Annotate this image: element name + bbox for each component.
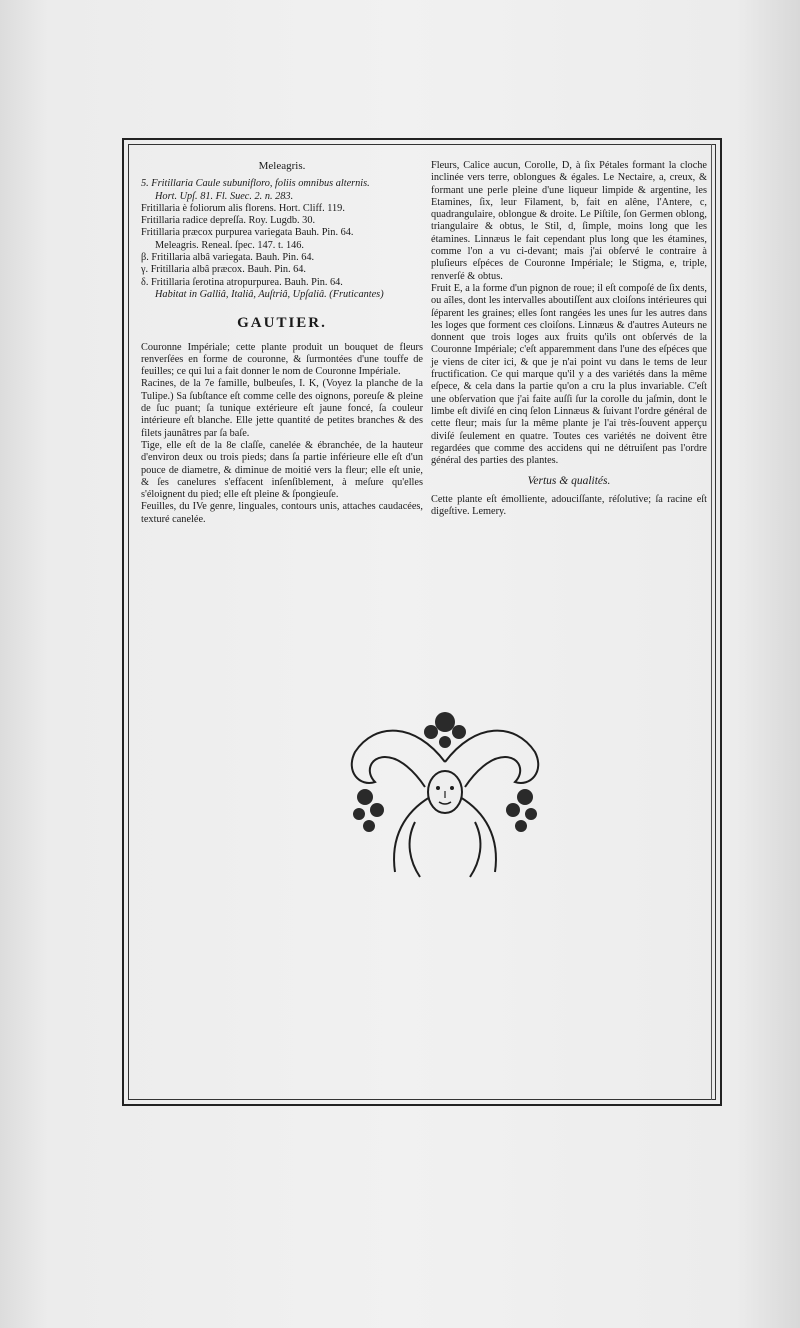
paragraph-fruit: Fruit E, a la forme d'un pignon de roue; il eſt compoſé de ſix dents, ou aîles, dont les intervalles aboutiſſent aux cloiſons intérieures qui ſéparent les graines; elles ſont rangées les unes ſur les autres dans les loges que forment ces cloiſons. Linnæus & d'autres Auteurs ne donnent que trois loges aux fruits qu'ils ont obſervés de la Couronne Impériale; c'eſt apparemment dans l'une des eſpéces que je viens de citer ici, & que je n'ai point vu dans le tems de leur fructification. Ce qui marque qu'il y a des variétés dans la même eſpece, & cela dans la partie qu'on a cru la plus invariable. C'eſt une obſervation que j'ai faite auſſi ſur la corolle du jaſmin, dont le limbe eſt diviſé en cinq ſelon Linnæus & ſuivant l'ordre général de cette fleur; mais ſur la même plante je l'ai très-ſouvent apperçu diviſé ſeulement en quatre. Toutes ces variétés ne doivent être regardées que comme des accidens qui ne détruiſent pas l'ordre général des parties des plantes. [431,282,707,467]
synonym-heading: Meleagris. [258,160,306,172]
author-heading: GAUTIER. [237,315,327,332]
habitat-line: Habitat in Galliâ, Italiâ, Auſtriâ, Upſaliâ. (Fruticantes) [155,288,384,300]
floral-mask-vignette-icon [335,702,555,892]
paragraph-tige: Tige, elle eſt de la 8e claſſe, canelée & ébranchée, de la hauteur d'environ deux ou trois pieds; dans ſa partie inférieure elle eſt d'un pouce de diametre, & diminue de moitié vers la fleur; elle eſt unie, & ſes canelures s'effacent inſenſiblement, à meſure qu'elles s'éloignent du pied; elle eſt pleine & ſpongieuſe. [141,439,423,501]
synonym-line: 5. Fritillaria Caule subunifloro, foliis omnibus alternis. [141,178,370,190]
synonym-line: Fritillaria præcox purpurea variegata Bauh. Pin. 64. [141,227,354,239]
synonym-line: β. Fritillaria albâ variegata. Bauh. Pin. 64. [141,252,315,264]
synonym-line: Fritillaria radice depreſſa. Roy. Lugdb. 30. [141,215,316,227]
paragraph-fleurs: Fleurs, Calice aucun, Corolle, D, à ſix Pétales formant la cloche inclinée vers terre, oblongues & égales. Le Nectaire, a, creux, & formant une perle pleine d'une liqueur limpide & argentine, les Etamines, ſix, leur Filament, b, fait en alêne, l'Antere, c, quadrangulaire, oblongue & droite. Le Piſtile, ſon Germen oblong, triangulaire & obtus, le Stil, d, ſimple, moins long que les étamines. Linnæus le fait cependant plus long que les étamines, comme l'on a vu ci-devant; mais j'ai obſervé le contraire à pluſieurs eſpéces de Couronne Impériale; le Stigma, e, triple, renverſé & obtus. [431,160,707,282]
left-column [141,160,423,526]
paragraph-vertus: Cette plante eſt émolliente, adouciſſante, réſolutive; ſa racine eſt digeſtive. Lemery. [431,493,707,518]
paragraph-couronne: Couronne Impériale; cette plante produit un bouquet de fleurs renverſées en forme de couronne, & ſurmontées d'une touffe de feuilles; ce qui lui a fait donner le nom de Couronne Impériale. [141,341,423,378]
synonym-line: δ. Fritillaria ſerotina atropurpurea. Bauh. Pin. 64. [141,276,343,288]
paragraph-feuilles: Feuilles, du IVe genre, linguales, contours unis, attaches caudacées, texturé canelée. [141,501,423,525]
synonym-line: γ. Fritillaria albâ præcox. Bauh. Pin. 64. [141,264,306,276]
right-column [431,160,707,518]
paragraph-racines: Racines, de la 7e famille, bulbeuſes, I. K, (Voyez la planche de la Tulipe.) Sa ſubſtance eſt comme celle des oignons, poreuſe & pleine de ſuc puant; ſa tunique extérieure eſt jaune foncé, ſa couleur intérieure eſt blanche. Elle jette quantité de petites branches & des filets jaunâtres par ſa baſe. [141,378,423,439]
synonym-line: Fritillaria è foliorum alis florens. Hort. Cliff. 119. [141,202,345,214]
synonym-line: Hort. Upſ. 81. Fl. Suec. 2. n. 283. [155,190,294,202]
vertus-heading: Vertus & qualités. [527,475,611,488]
page-border-rule [711,144,712,1100]
synonym-line: Meleagris. Reneal. ſpec. 147. t. 146. [155,239,304,251]
